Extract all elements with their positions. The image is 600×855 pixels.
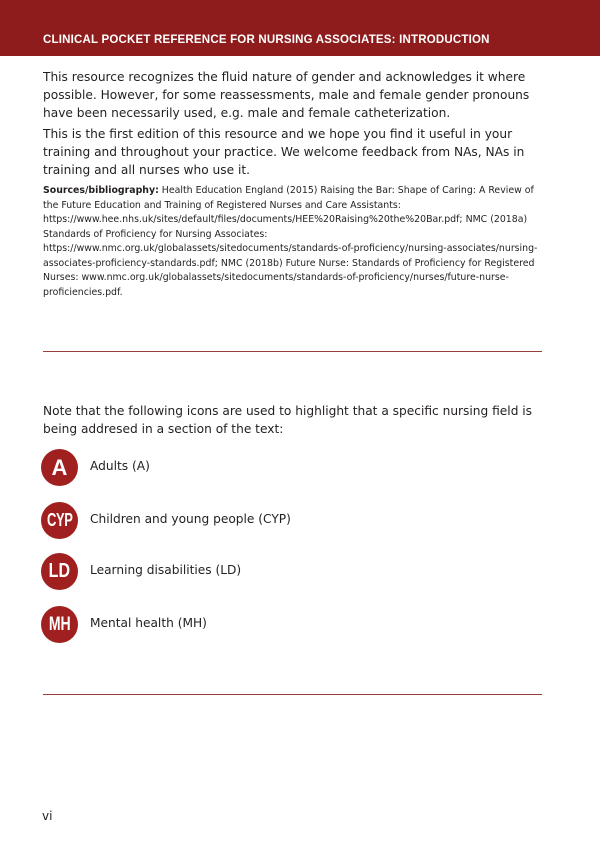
icon-legend-item-adults xyxy=(41,449,441,486)
sources-text: Health Education England (2015) Raising the Bar: Shape of Caring: A Review of the Future Education and Training of Registered Nurses and Care Assistants: https://www.hee.nhs.uk/sites/default/files/documents/HEE%20Raising%20the%20Bar.pdf; NMC (2018a) Standards of Proficiency for Nursing Associates: https://www.nmc.org.uk/globalassets/sitedocuments/standards-of-proficiency/nursing-associates/nursing-associates-proficiency-standards.pdf; NMC (2018b) Future Nurse: Standards of Proficiency for Registered Nurses: www.nmc.org.uk/globalassets/sitedocuments/standards-of-proficiency/nurses/future-nurse-proficiencies.pdf. xyxy=(43,185,538,298)
divider-rule-top xyxy=(43,351,542,352)
sources-label: Sources/bibliography: xyxy=(43,185,159,196)
icon-legend-item-mh xyxy=(41,606,441,643)
icon-legend-label: Learning disabilities (LD) xyxy=(90,563,242,577)
page-header-bar xyxy=(0,0,600,56)
icon-legend-label: Adults (A) xyxy=(90,459,150,473)
icon-legend-item-cyp xyxy=(41,502,441,539)
running-header-title: CLINICAL POCKET REFERENCE FOR NURSING ASSOCIATES: INTRODUCTION xyxy=(43,34,490,46)
sources-bibliography xyxy=(43,184,543,300)
icon-legend-item-ld xyxy=(41,553,441,590)
mh-badge-icon: MH xyxy=(41,606,78,643)
icon-legend-label: Children and young people (CYP) xyxy=(90,512,291,526)
adults-badge-icon: A xyxy=(41,449,78,486)
edition-paragraph: This is the first edition of this resource and we hope you find it useful in your training and throughout your practice. We welcome feedback from NAs, NAs in training and all nurses who use it. xyxy=(43,127,525,177)
icon-legend-label: Mental health (MH) xyxy=(90,616,207,630)
cyp-badge-icon: CYP xyxy=(41,502,78,539)
divider-rule-bottom xyxy=(43,694,542,695)
ld-badge-icon: LD xyxy=(41,553,78,590)
page-number: vi xyxy=(42,809,53,823)
icons-intro-text: Note that the following icons are used to highlight that a specific nursing field is being addresed in a section of the text: xyxy=(43,404,533,436)
gender-paragraph: This resource recognizes the fluid nature of gender and acknowledges it where possible. However, for some reassessments, male and female gender pronouns have been necessarily used, e.g. male and female catheterization. xyxy=(43,70,530,120)
